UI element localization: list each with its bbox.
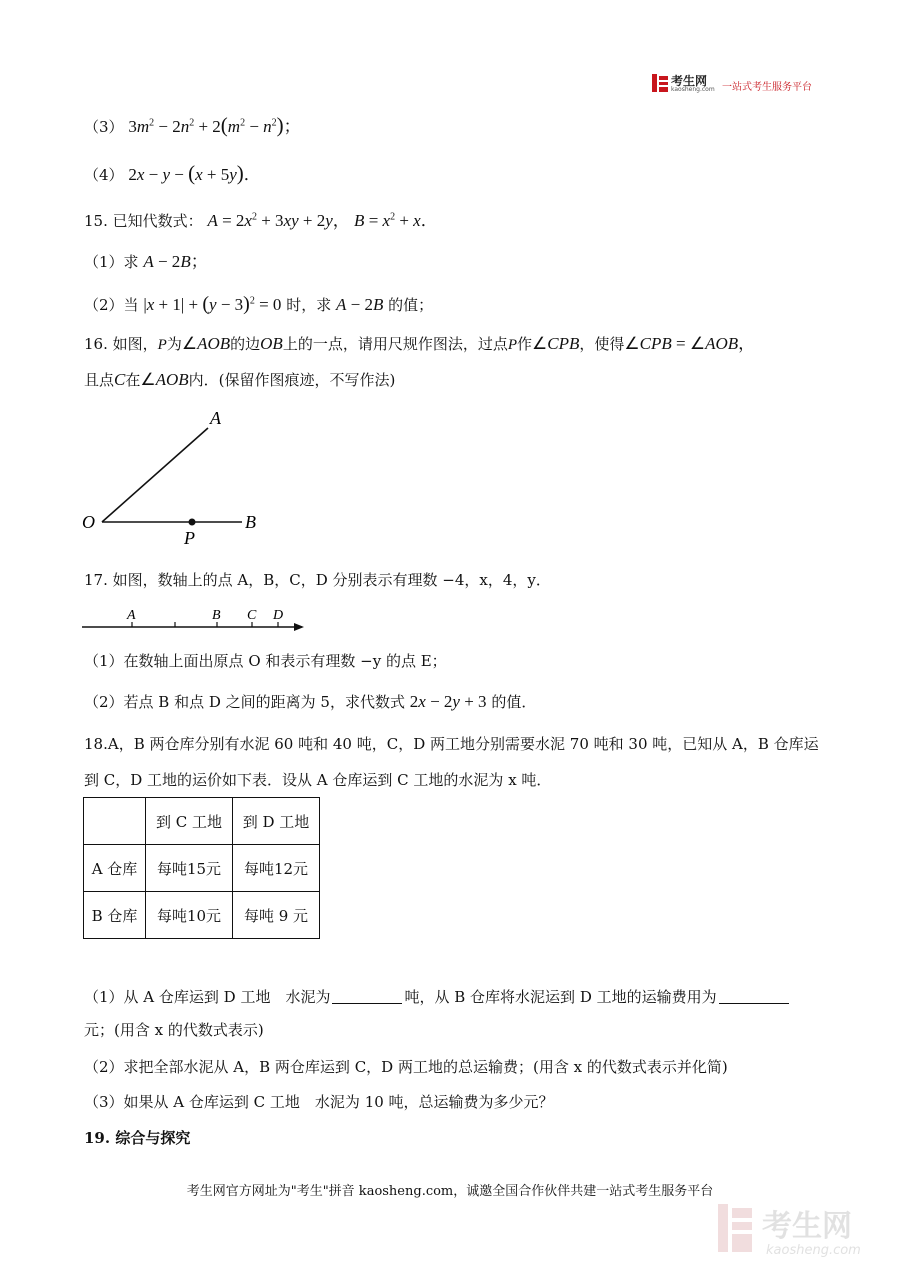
q14-part3-expression: $3m^2 - 2n^2 + 2(m^2 - n^2)$； — [128, 113, 301, 137]
kaosheng-logo-icon — [652, 74, 668, 92]
q18-part2: （2）求把全部水泥从 A，B 两仓库运到 C，D 两工地的总运输费；(用含 x 的代数式表示并化简) — [84, 1058, 728, 1076]
q18-stem-line2: 到 C，D 工地的运价如下表．设从 A 仓库运到 C 工地的水泥为 x 吨． — [84, 771, 552, 789]
q19-number: 19. — [84, 1129, 111, 1147]
label-p: P — [184, 528, 195, 548]
table-cell: 每吨10元 — [146, 892, 233, 939]
q19-title: 综合与探究 — [115, 1129, 191, 1147]
q18-number: 18. — [84, 735, 108, 753]
table-cell — [84, 798, 146, 845]
table-row — [84, 892, 320, 939]
axis-label-d: D — [273, 608, 284, 623]
q14-part4-expression: 2x − y − (x + 5y)． — [128, 161, 261, 185]
table-row — [84, 798, 320, 845]
header-logo — [652, 74, 822, 98]
label-o: O — [82, 512, 95, 532]
label-a: A — [210, 408, 221, 428]
table-cell: 每吨12元 — [233, 845, 320, 892]
watermark-url: kaosheng.com — [766, 1243, 861, 1258]
q15-part2: （2）当 $|x + 1| + (y - 3)^2 = 0$ 时，求 A − 2B 的值； — [84, 293, 434, 315]
label-b: B — [245, 512, 256, 532]
table-header-cell: 到 D 工地 — [233, 798, 320, 845]
answer-blank-2 — [719, 989, 789, 1004]
axis-arrow-icon — [294, 623, 304, 631]
q14-part4: （4） 2x − y − (x + 5y)． — [84, 161, 261, 185]
q17-part2: （2）若点 B 和点 D 之间的距离为 5，求代数式 2x − 2y + 3 的值． — [84, 692, 537, 711]
footer-text: 考生网官方网址为"考生"拼音 kaosheng.com，诚邀全国合作伙伴共建一站式考生服务平台 — [186, 1184, 714, 1199]
q17-number-line — [80, 602, 310, 638]
table-row — [84, 845, 320, 892]
answer-blank-1 — [332, 989, 402, 1004]
table-cell: 每吨 9 元 — [233, 892, 320, 939]
kaosheng-watermark-icon — [716, 1200, 886, 1260]
q17-stem: 17. 如图，数轴上的点 A，B，C，D 分别表示有理数 −4，x，4，y． — [84, 571, 551, 589]
q15-number: 15. — [84, 212, 108, 230]
freight-price-table — [83, 797, 320, 939]
axis-label-c: C — [247, 608, 257, 623]
point-p — [189, 519, 196, 526]
q16-number: 16. — [84, 335, 108, 353]
q19-heading — [84, 1128, 190, 1148]
q17-number: 17. — [84, 571, 108, 589]
logo-slogan: 一站式考生服务平台 — [722, 82, 812, 93]
q15-part1: （1）求 A − 2B； — [84, 252, 208, 271]
axis-label-b: B — [212, 608, 221, 623]
q15-stem: 15. 已知代数式： $A = 2x^2 + 3xy + 2y$， $B = x^2 + x$． — [84, 211, 438, 230]
table-row-header: B 仓库 — [84, 892, 146, 939]
q16-stem-line2: 且点C在∠AOB内．(保留作图痕迹，不写作法) — [84, 370, 396, 389]
q14-part3: （3） $3m^2 - 2n^2 + 2(m^2 - n^2)$； — [84, 113, 301, 137]
table-row-header: A 仓库 — [84, 845, 146, 892]
table-header-cell: 到 C 工地 — [146, 798, 233, 845]
watermark-name: 考生网 — [762, 1209, 852, 1244]
logo-name: 考生网 — [671, 74, 708, 88]
q18-part1-line1: （1）从 A 仓库运到 D 工地 水泥为 吨，从 B 仓库将水泥运到 D 工地的运输费用为 — [84, 987, 791, 1007]
q15-expression: $A = 2x^2 + 3xy + 2y$， $B = x^2 + x$． — [207, 211, 438, 230]
ray-oa — [102, 428, 208, 522]
q16-stem-line1: 16. 如图，P为∠AOB的边OB上的一点，请用尺规作图法，过点P作∠CPB，使得∠CPB = ∠AOB， — [84, 334, 756, 353]
q18-stem-line1: 18.A，B 两仓库分别有水泥 60 吨和 40 吨，C，D 两工地分别需要水泥 70 吨和 30 吨，已知从 A，B 仓库运 — [84, 735, 819, 753]
logo-url: kaosheng.com — [671, 86, 715, 93]
q16-angle-figure — [70, 400, 290, 550]
table-cell: 每吨15元 — [146, 845, 233, 892]
q17-part1: （1）在数轴上面出原点 O 和表示有理数 −y 的点 E； — [84, 652, 447, 670]
q18-part3: （3）如果从 A 仓库运到 C 工地 水泥为 10 吨，总运输费为多少元？ — [84, 1093, 554, 1111]
q18-part1-line2: 元；(用含 x 的代数式表示) — [84, 1021, 264, 1039]
axis-label-a: A — [127, 608, 136, 623]
